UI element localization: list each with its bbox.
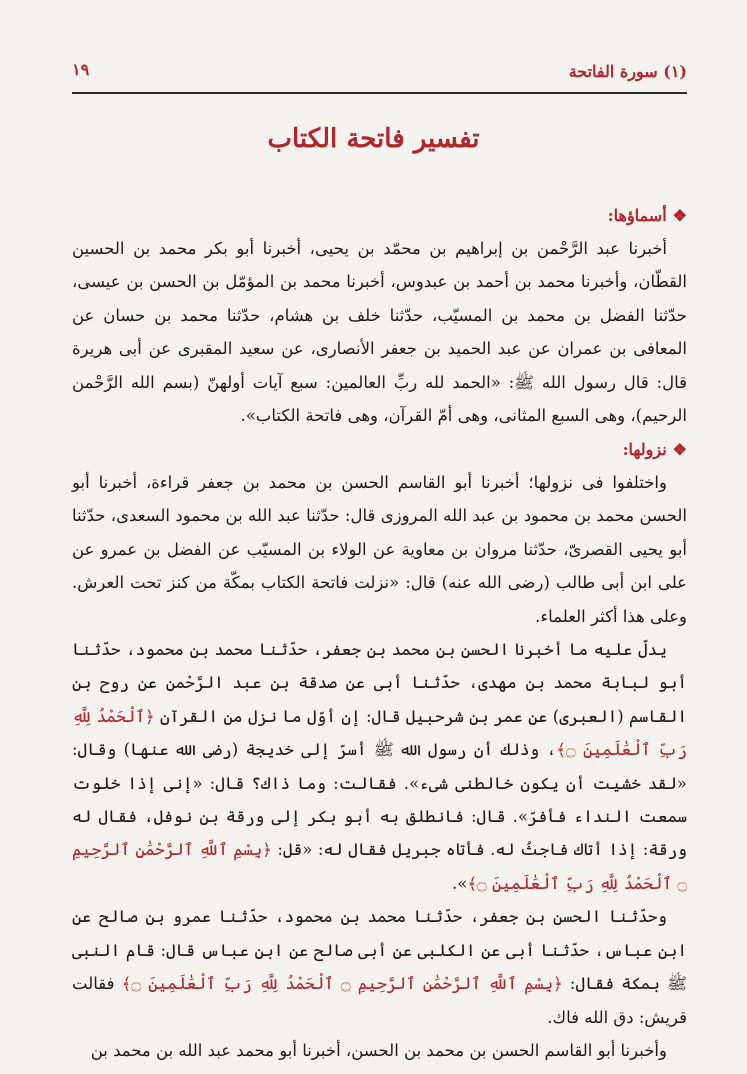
section-heading-revelation: ❖نزولها: [622,440,687,459]
paragraph: وأخبرنا أبو القاسم الحسن بن محمد بن الحسن، أخبرنا أبو محمد عبد الله بن محمد بن [90,1040,667,1060]
diamond-bullet-icon: ❖ [672,440,687,459]
paragraph: يدلّ عليه ما أخبرنا الحسن بن محمد بن جعفر، حدّثنا محمد بن محمود، حدّثنا أبو لبابة محمد بن مهدى، حدّثنا أبى عن صدقة بن عبد الرَّحْمن عن روح بن القاسم (العبرى) عن عمر بن شرحبيل قال: إن أوّل ما نزل من القرآن ﴿ٱلْحَمْدُ لِلَّهِ رَبِّ ٱلْعَٰلَمِينَ ۝﴾، وذلك أن رسول الله ﷺ أسرّ إلى خديجة (رضى الله عنها) وقال: «لقد خشيت أن يكون خالطنى شىء». فقالت: وما ذاك؟ قال: «إنى إذا خلوت سمعت النداء فأفرّ». قال: فانطلق به أبو بكر إلى ورقة بن نوفل، فقال له ورقة: إذا أتاك فاجثُ له. فأتاه جبريل فقال له: «قل: ﴿بِسْمِ ٱللَّهِ ٱلرَّحْمَٰنِ ٱلرَّحِيمِ ۝ ٱلْحَمْدُ لِلَّهِ رَبِّ ٱلْعَٰلَمِينَ ۝﴾». [72,640,688,893]
paragraph: أخبرنا عبد الرَّحْمن بن إبراهيم بن محمّد بن يحيى، أخبرنا أبو بكر محمد بن الحسين القطّان، وأخبرنا محمد بن أحمد بن عبدوس، أخبرنا محمد بن المؤمّل بن الحسن بن عيسى، حدّثنا الفضل بن محمد بن المسيّب، حدّثنا خلف بن هشام، حدّثنا محمد بن حسان عن المعافى بن عمران عن عبد الحميد بن جعفر الأنصارى، عن سعيد المقبرى عن أبى هريرة قال: قال رسول الله ﷺ: «الحمد لله ربِّ العالمين: سبع آيات أولهنّ (بسم الله الرَّحْمن الرحيم)، وهى السبع المثانى، وهى أمّ القرآن، وهى فاتحة الكتاب». [72,239,687,426]
page-title: تفسير فاتحة الكتاب [267,124,480,154]
quran-verse: ﴿بِسْمِ ٱللَّهِ ٱلرَّحْمَٰنِ ٱلرَّحِيمِ ۝ ٱلْحَمْدُ لِلَّهِ رَبِّ ٱلْعَٰلَمِينَ ۝﴾ [121,974,563,994]
running-chapter-title: (١) سورة الفاتحة [568,62,687,81]
page-header [72,58,687,94]
quran-verse: ﴿ٱلْحَمْدُ لِلَّهِ رَبِّ ٱلْعَٰلَمِينَ ۝﴾ [72,706,687,760]
diamond-bullet-icon: ❖ [672,206,687,225]
quran-verse: ﴿بِسْمِ ٱللَّهِ ٱلرَّحْمَٰنِ ٱلرَّحِيمِ ۝ ٱلْحَمْدُ لِلَّهِ رَبِّ ٱلْعَٰلَمِينَ ۝﴾ [72,840,687,893]
section-body-names [72,232,687,432]
page-number: ١٩ [72,60,90,79]
paragraph: واختلفوا فى نزولها؛ أخبرنا أبو القاسم الحسن بن محمد بن جعفر قراءة، أخبرنا أبو الحسن محمد بن محمود بن عبد الله المروزى قال: حدّثنا عبد الله بن محمود السعدى، حدّثنا أبو يحيى القصرىّ، حدّثنا مروان بن معاوية عن الولاء بن المسيّب عن الفضل بن عمرو عن على ابن أبى طالب (رضى الله عنه) قال: «نزلت فاتحة الكتاب بمكّة من كنز تحت العرش. وعلى هذا أكثر العلماء. [72,473,687,626]
paragraph: وحدّثنا الحسن بن جعفر، حدّثنا محمد بن محمود، حدّثنا عمرو بن صالح عن ابن عباس، حدّثنا أبى عن الكلبى عن أبى صالح عن ابن عباس قال: قام النبى ﷺ بمكة فقال: ﴿بِسْمِ ٱللَّهِ ٱلرَّحْمَٰنِ ٱلرَّحِيمِ ۝ ٱلْحَمْدُ لِلَّهِ رَبِّ ٱلْعَٰلَمِينَ ۝﴾ فقالت قريش: دق الله فاك. [72,907,687,1027]
section-heading-names: ❖أسماؤها: [607,206,687,225]
section-body-revelation [72,466,687,1067]
